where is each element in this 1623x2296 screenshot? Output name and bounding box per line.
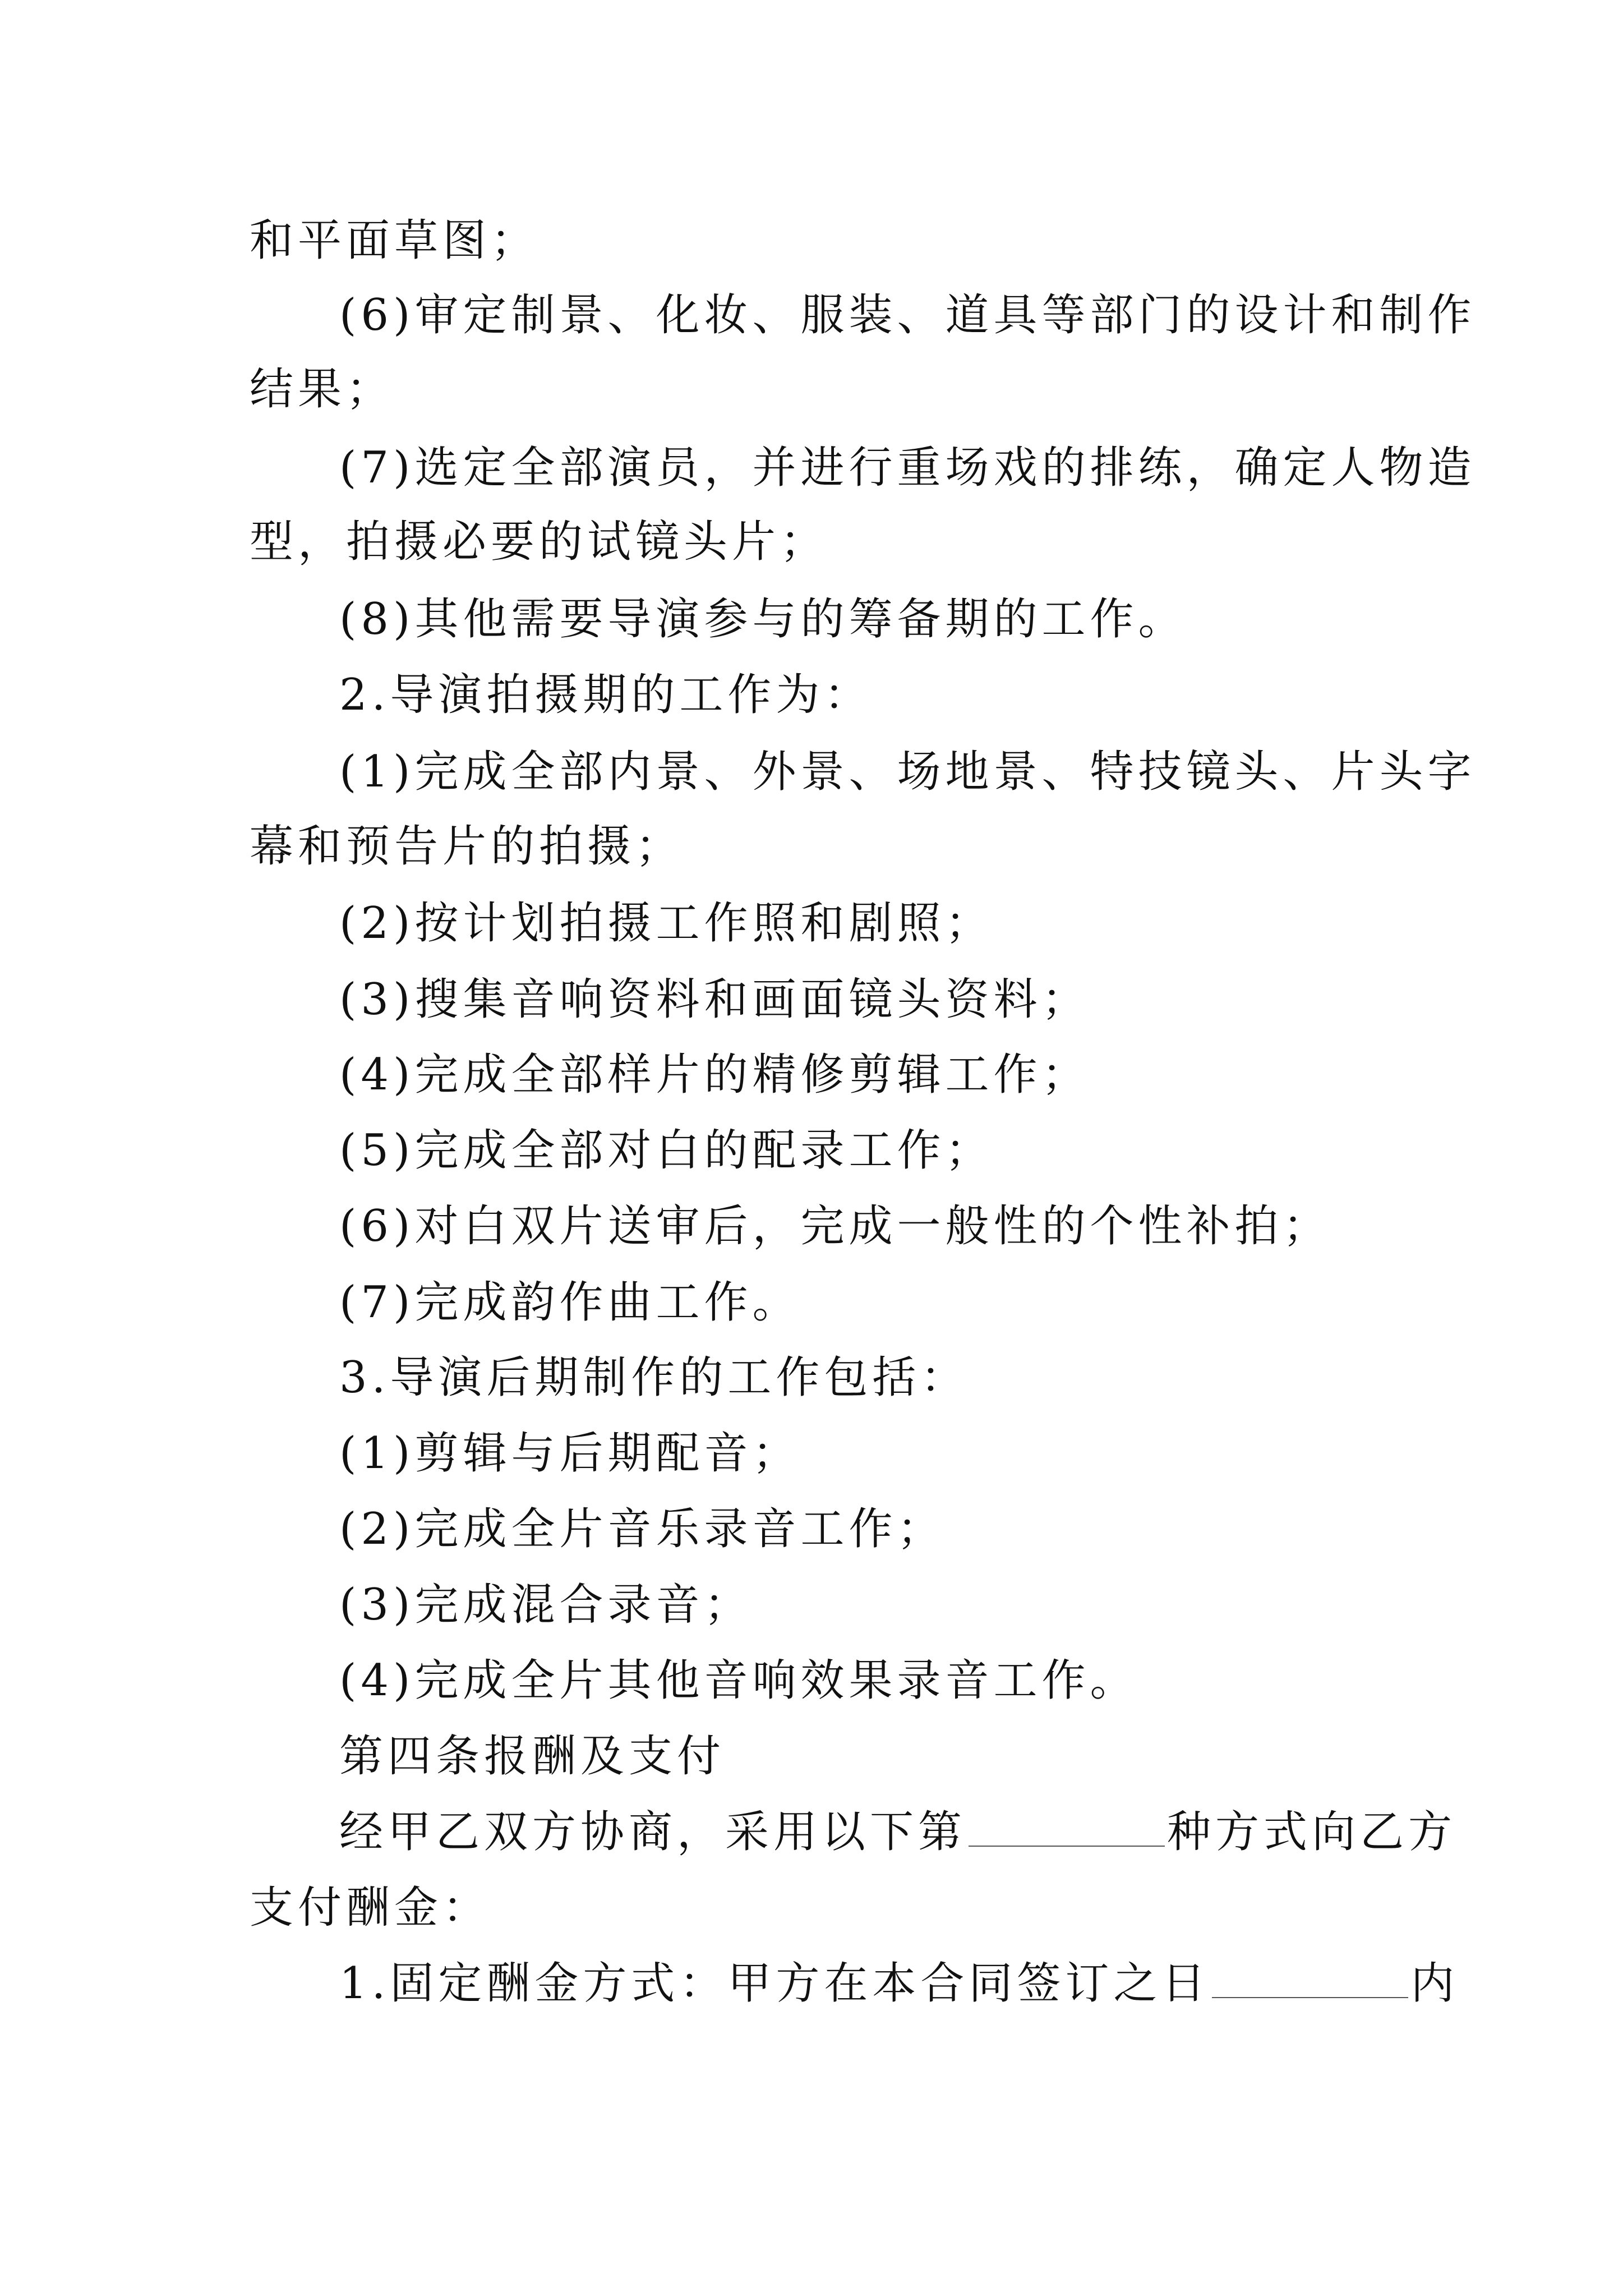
payment-method-suffix: 种方式向乙方 <box>1167 1807 1457 1857</box>
text-line: 幕和预告片的拍摄； <box>250 821 684 872</box>
payment-method-prefix: 经甲乙双方协商，采用以下第 <box>339 1807 967 1857</box>
text-line: 结果； <box>250 364 395 415</box>
text-line: (5)完成全部对白的配录工作； <box>339 1125 994 1176</box>
payment-method-blank <box>969 1811 1165 1847</box>
section-heading: 第四条报酬及支付 <box>339 1731 726 1782</box>
text-line: (7)完成韵作曲工作。 <box>339 1277 801 1328</box>
fixed-fee-blank <box>1212 1962 1408 1998</box>
payment-method-line <box>339 1807 1457 1857</box>
text-line: (2)按计划拍摄工作照和剧照； <box>339 898 994 949</box>
text-line: (1)剪辑与后期配音； <box>339 1428 801 1479</box>
text-line: (3)搜集音响资料和画面镜头资料； <box>339 974 1090 1025</box>
text-line: 2.导演拍摄期的工作为： <box>339 670 873 720</box>
fixed-fee-line <box>339 1958 1459 2009</box>
text-line: (7)选定全部演员，并进行重场戏的排练，确定人物造 <box>339 443 1476 493</box>
text-line: (6)对白双片送审后，完成一般性的个性补拍； <box>339 1201 1331 1251</box>
text-line: (6)审定制景、化妆、服装、道具等部门的设计和制作 <box>339 290 1476 341</box>
text-line: (4)完成全片其他音响效果录音工作。 <box>339 1655 1138 1706</box>
fixed-fee-prefix: 1.固定酬金方式：甲方在本合同签订之日 <box>339 1958 1210 2009</box>
text-line: (1)完成全部内景、外景、场地景、特技镜头、片头字 <box>339 747 1476 797</box>
text-line: 3.导演后期制作的工作包括： <box>339 1352 969 1403</box>
text-line: 支付酬金： <box>250 1883 491 1933</box>
text-line: (2)完成全片音乐录音工作； <box>339 1504 946 1554</box>
text-line: (4)完成全部样片的精修剪辑工作； <box>339 1050 1090 1100</box>
text-line: (8)其他需要导演参与的筹备期的工作。 <box>339 594 1187 645</box>
text-line: 和平面草图； <box>250 215 540 266</box>
text-line: 型，拍摄必要的试镜头片； <box>250 517 829 567</box>
fixed-fee-suffix: 内 <box>1410 1958 1459 2009</box>
text-line: (3)完成混合录音； <box>339 1580 753 1630</box>
